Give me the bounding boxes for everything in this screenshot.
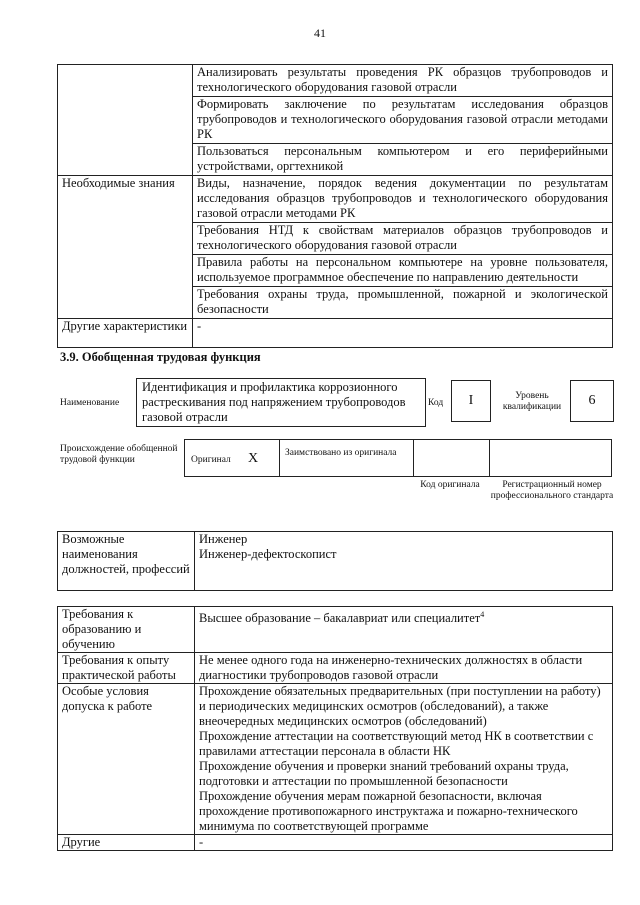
table-cell: Требования НТД к свойствам материалов образцов трубопроводов и технологического оборудования газовой отрасли — [193, 223, 613, 255]
origin-row — [184, 439, 612, 477]
table-row — [58, 176, 613, 223]
code-label: Код — [428, 398, 444, 408]
reg-number-label: Регистрационный номер профессионального стандарта — [490, 480, 614, 501]
level-label: Уровень квалификации — [502, 391, 562, 412]
original-label: Оригинал — [191, 455, 231, 465]
table-row — [58, 653, 613, 684]
table-cell: Пользоваться персональным компьютером и его периферийными устройствами, оргтехникой — [193, 144, 613, 176]
level-value-box: 6 — [570, 380, 614, 422]
education-footnote: 4 — [480, 610, 485, 619]
origin-label: Происхождение обобщенной трудовой функции — [60, 444, 178, 465]
section-heading: 3.9. Обобщенная трудовая функция — [60, 350, 261, 364]
table-row — [58, 532, 613, 591]
conditions-label: Особые условия допуска к работе — [58, 684, 195, 835]
positions-values — [195, 532, 613, 591]
other-value: - — [195, 835, 613, 851]
table-row — [58, 684, 613, 835]
original-mark: X — [248, 451, 259, 466]
education-value: Высшее образование – бакалавриат или специалитет — [199, 611, 481, 626]
function-name-box: Идентификация и профилактика коррозионного растрескивания под напряжением трубопроводов газовой отрасли — [136, 378, 426, 427]
table-cell: Требования охраны труда, промышленной, пожарной и экологической безопасности — [193, 287, 613, 319]
table-row — [58, 835, 613, 851]
education-label: Требования к образованию и обучению — [58, 607, 195, 653]
position-item: Инженер-дефектоскопист — [199, 547, 337, 561]
table-row — [58, 607, 613, 653]
row-label-knowledge: Необходимые знания — [58, 176, 193, 319]
experience-value: Не менее одного года на инженерно-технических должностях в области диагностики трубопроводов газовой отрасли — [195, 653, 613, 684]
condition-item: Прохождение обучения и проверки знаний требований охраны труда, подготовки и аттестации по промышленной безопасности — [199, 759, 569, 788]
table-row — [58, 65, 613, 97]
borrowed-label: Заимствовано из оригинала — [285, 448, 397, 458]
table-cell: - — [193, 319, 613, 348]
other-label: Другие — [58, 835, 195, 851]
table-cell: Формировать заключение по результатам исследования образцов трубопроводов и технологического оборудования газовой отрасли методами РК — [193, 97, 613, 144]
page-number: 41 — [314, 26, 326, 40]
table-cell: Правила работы на персональном компьютере на уровне пользователя, используемое программное обеспечение по направлению деятельности — [193, 255, 613, 287]
positions-label: Возможные наименования должностей, профессий — [58, 532, 195, 591]
conditions-values — [195, 684, 613, 835]
positions-table — [57, 531, 613, 591]
table-cell: Виды, назначение, порядок ведения документации по результатам исследования образцов трубопроводов и технологического оборудования газовой отрасли методами РК — [193, 176, 613, 223]
table-row — [58, 319, 613, 348]
table-cell: Анализировать результаты проведения РК образцов трубопроводов и технологического оборудования газовой отрасли — [193, 65, 613, 97]
row-label-other: Другие характеристики — [58, 319, 193, 348]
code-value-box: I — [451, 380, 491, 422]
condition-item: Прохождение обучения мерам пожарной безопасности, включая прохождение противопожарного инструктажа и пожарно-технического минимума по соответствующей программе — [199, 789, 578, 833]
condition-item: Прохождение аттестации на соответствующий метод НК в соответствии с правилами аттестации персонала в области НК — [199, 729, 594, 758]
education-cell — [195, 607, 613, 653]
requirements-table — [57, 606, 613, 851]
condition-item: Прохождение обязательных предварительных (при поступлении на работу) и периодических медицинских осмотров (обследований), а также внеочередных медицинских осмотров (обследований) — [199, 684, 601, 728]
experience-label: Требования к опыту практической работы — [58, 653, 195, 684]
name-label: Наименование — [60, 398, 120, 408]
skills-knowledge-table — [57, 64, 613, 348]
position-item: Инженер — [199, 532, 248, 546]
table-cell-empty — [58, 65, 193, 176]
code-original-label: Код оригинала — [420, 480, 480, 490]
